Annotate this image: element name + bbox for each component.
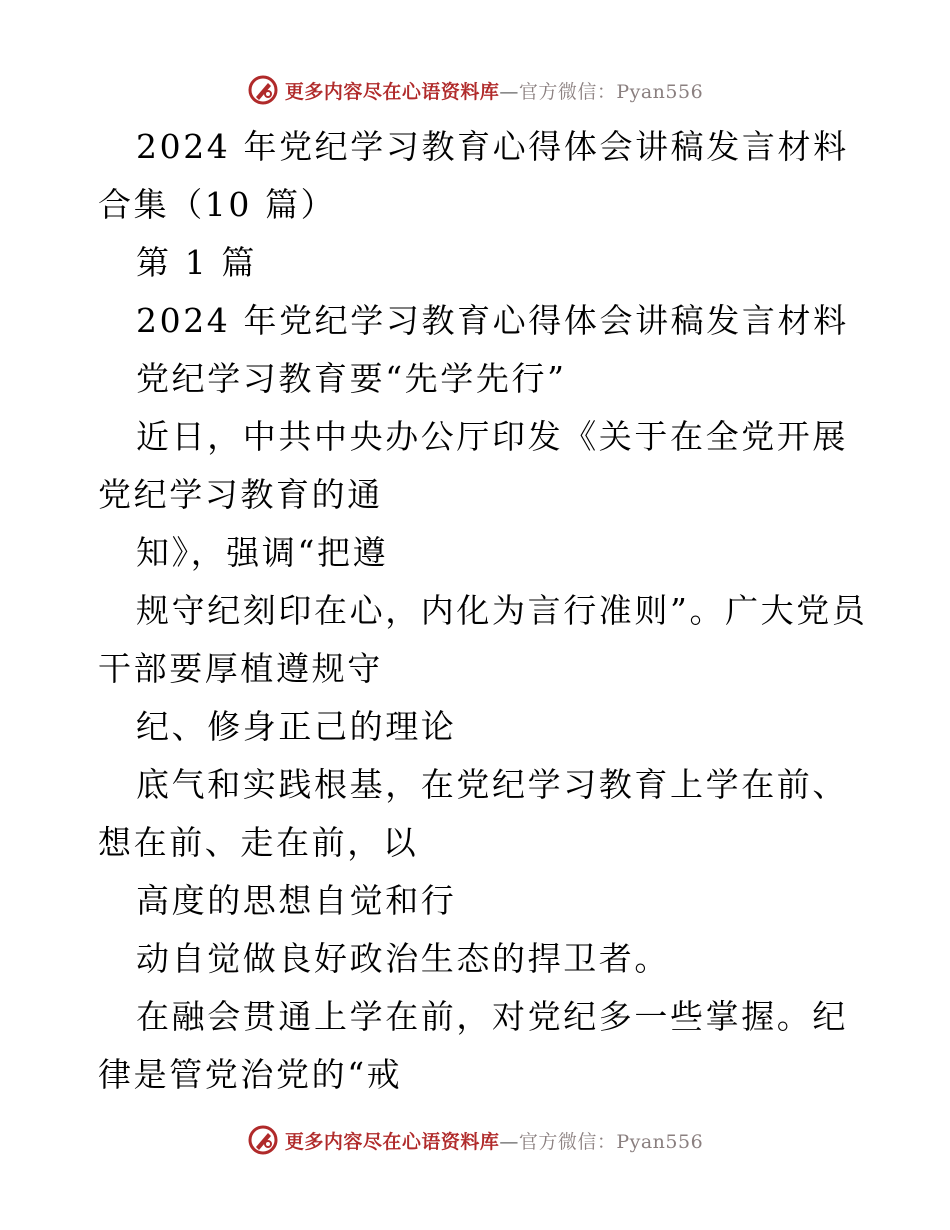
document-body [98, 118, 868, 1104]
watermark-prefix: 更多内容尽在心语资料库 [284, 1130, 500, 1153]
body-paragraph: 知》，强调“把遵 [136, 533, 389, 572]
watermark-text [285, 77, 703, 104]
watermark-dash: — [499, 1130, 519, 1153]
watermark-contact: 官方微信：Pyan556 [518, 80, 704, 103]
article-title: 2024 年党纪学习教育心得体会讲稿发言材料 [136, 301, 849, 340]
watermark-dash: — [499, 80, 519, 103]
pen-seal-icon [247, 1124, 279, 1156]
header-watermark [0, 70, 950, 110]
section-heading: 第 1 篇 [136, 243, 257, 282]
watermark-contact: 官方微信：Pyan556 [518, 1130, 704, 1153]
body-paragraph: 近日，中共中央办公厅印发《关于在全党开展党纪学习教育的通 [98, 417, 848, 514]
body-paragraph: 在融会贯通上学在前，对党纪多一些掌握。纪律是管党治党的“戒 [98, 997, 848, 1094]
watermark-prefix: 更多内容尽在心语资料库 [284, 80, 500, 103]
body-paragraph: 底气和实践根基，在党纪学习教育上学在前、想在前、走在前，以 [98, 765, 848, 862]
document-title: 2024 年党纪学习教育心得体会讲稿发言材料合集（10 篇） [98, 127, 849, 224]
body-paragraph: 纪、修身正己的理论 [136, 707, 457, 746]
pen-seal-icon [247, 74, 279, 106]
article-subtitle: 党纪学习教育要“先学先行” [136, 359, 567, 398]
body-paragraph: 规守纪刻印在心，内化为言行准则”。广大党员干部要厚植遵规守 [98, 591, 868, 688]
body-paragraph: 动自觉做良好政治生态的捍卫者。 [136, 939, 670, 978]
footer-watermark [0, 1120, 950, 1160]
watermark-text [285, 1127, 703, 1154]
body-paragraph: 高度的思想自觉和行 [136, 881, 457, 920]
